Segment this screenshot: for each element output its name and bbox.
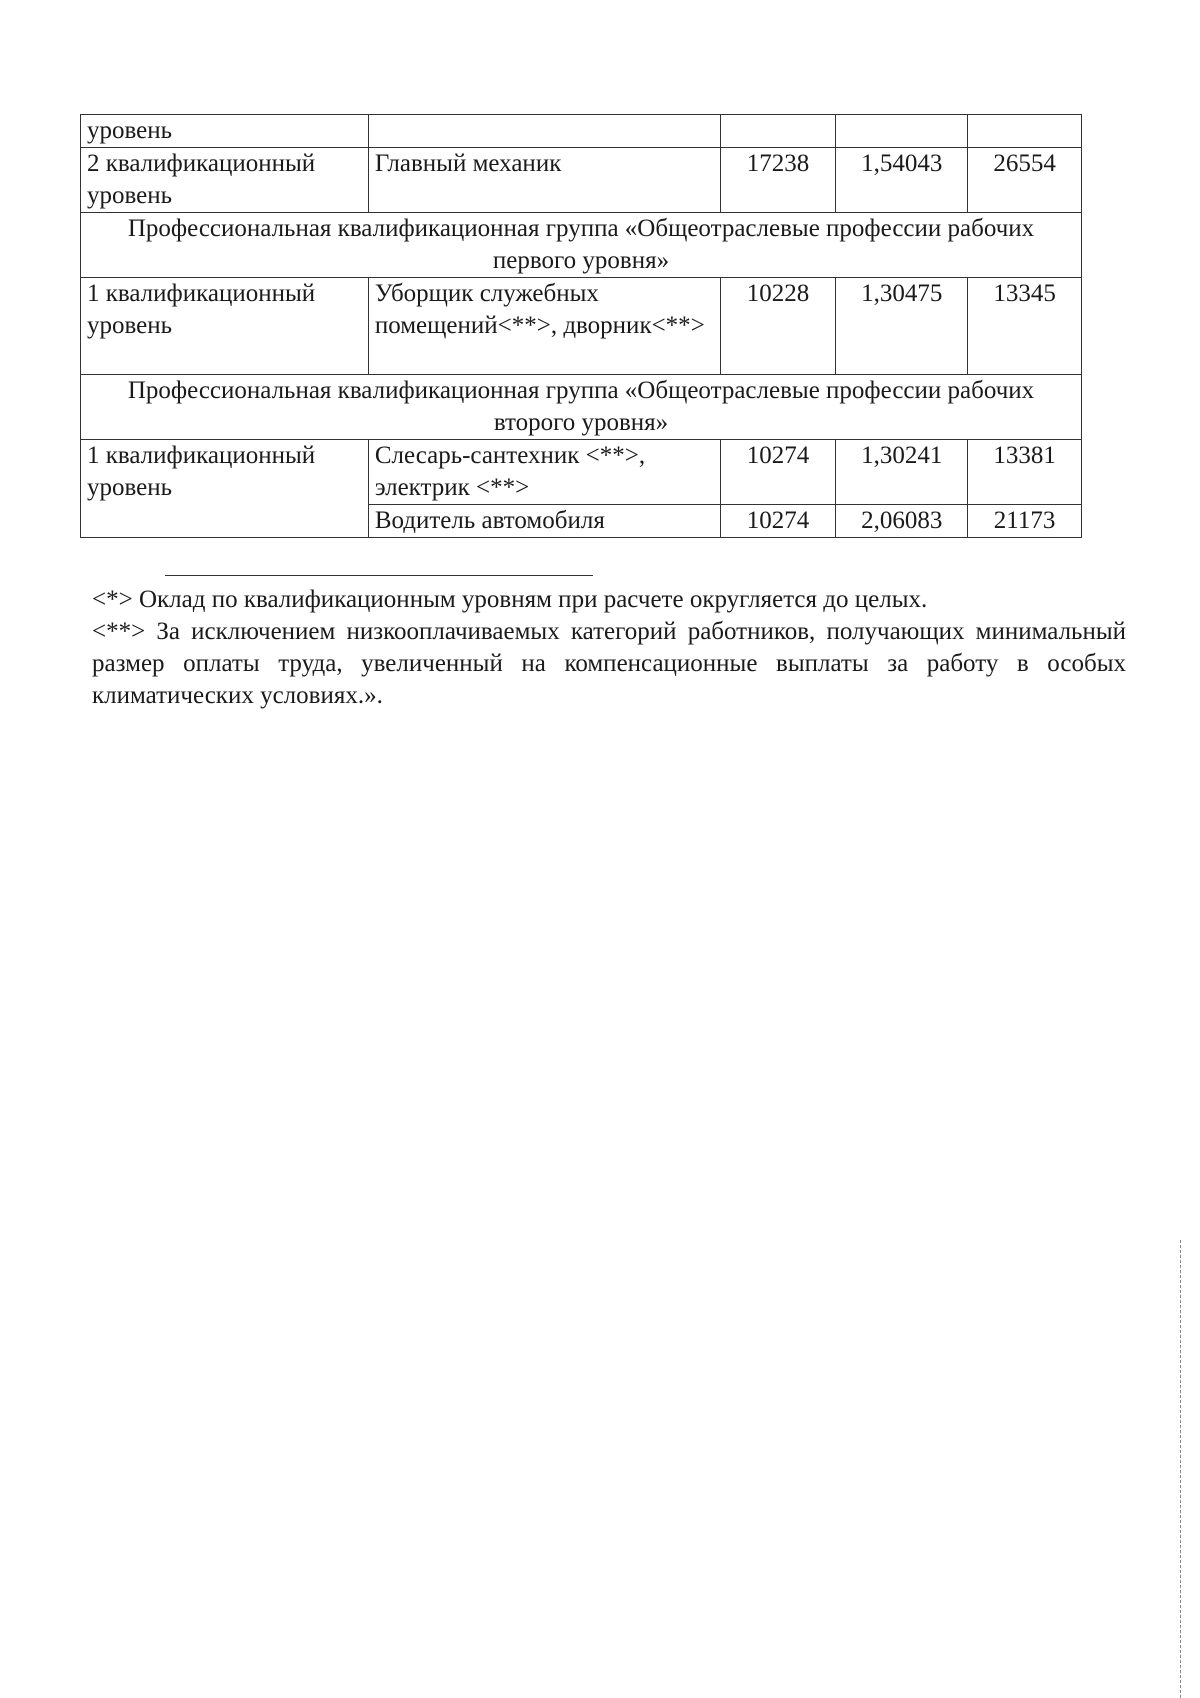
level-cell: 1 квалификационный уровень [81, 278, 369, 375]
base-salary-cell [720, 115, 836, 148]
table-row [81, 440, 1082, 505]
coefficient-cell: 1,30475 [836, 278, 968, 375]
position-cell: Главный механик [368, 148, 720, 213]
salary-cell: 13381 [968, 440, 1082, 505]
table-row [81, 278, 1082, 375]
scan-edge-line [1180, 1240, 1181, 1698]
group-title: Профессиональная квалификационная группа «Общеотраслевые профессии рабочих второго уровня» [81, 375, 1082, 440]
coefficient-cell: 1,30241 [836, 440, 968, 505]
salary-cell: 26554 [968, 148, 1082, 213]
level-cell: уровень [81, 115, 369, 148]
base-salary-cell: 17238 [720, 148, 836, 213]
footnotes [92, 584, 1126, 712]
coefficient-cell [836, 115, 968, 148]
position-cell [368, 115, 720, 148]
salary-cell [968, 115, 1082, 148]
salary-cell: 13345 [968, 278, 1082, 375]
salary-cell: 21173 [968, 505, 1082, 538]
coefficient-cell: 2,06083 [836, 505, 968, 538]
base-salary-cell: 10228 [720, 278, 836, 375]
table-row [81, 148, 1082, 213]
base-salary-cell: 10274 [720, 505, 836, 538]
level-cell: 2 квалификационный уровень [81, 148, 369, 213]
group-title: Профессиональная квалификационная группа «Общеотраслевые профессии рабочих первого уровня» [81, 213, 1082, 278]
position-cell: Водитель автомобиля [368, 505, 720, 538]
group-header-row [81, 375, 1082, 440]
group-header-row [81, 213, 1082, 278]
position-cell: Слесарь-сантехник <**>, электрик <**> [368, 440, 720, 505]
base-salary-cell: 10274 [720, 440, 836, 505]
coefficient-cell: 1,54043 [836, 148, 968, 213]
footnote-1: <*> Оклад по квалификационным уровням при расчете округляется до целых. [92, 586, 928, 613]
position-cell: Уборщик служебных помещений<**>, дворник<**> [368, 278, 720, 375]
footnote-divider [165, 575, 593, 576]
footnote-2: <**> За исключением низкооплачиваемых категорий работников, получающих минимальный размер оплаты труда, увеличенный на компенсационные выплаты за работу в особых климатических условиях.». [92, 618, 1126, 709]
level-cell: 1 квалификационный уровень [81, 440, 369, 538]
table-row [81, 115, 1082, 148]
salary-table [80, 114, 1082, 538]
